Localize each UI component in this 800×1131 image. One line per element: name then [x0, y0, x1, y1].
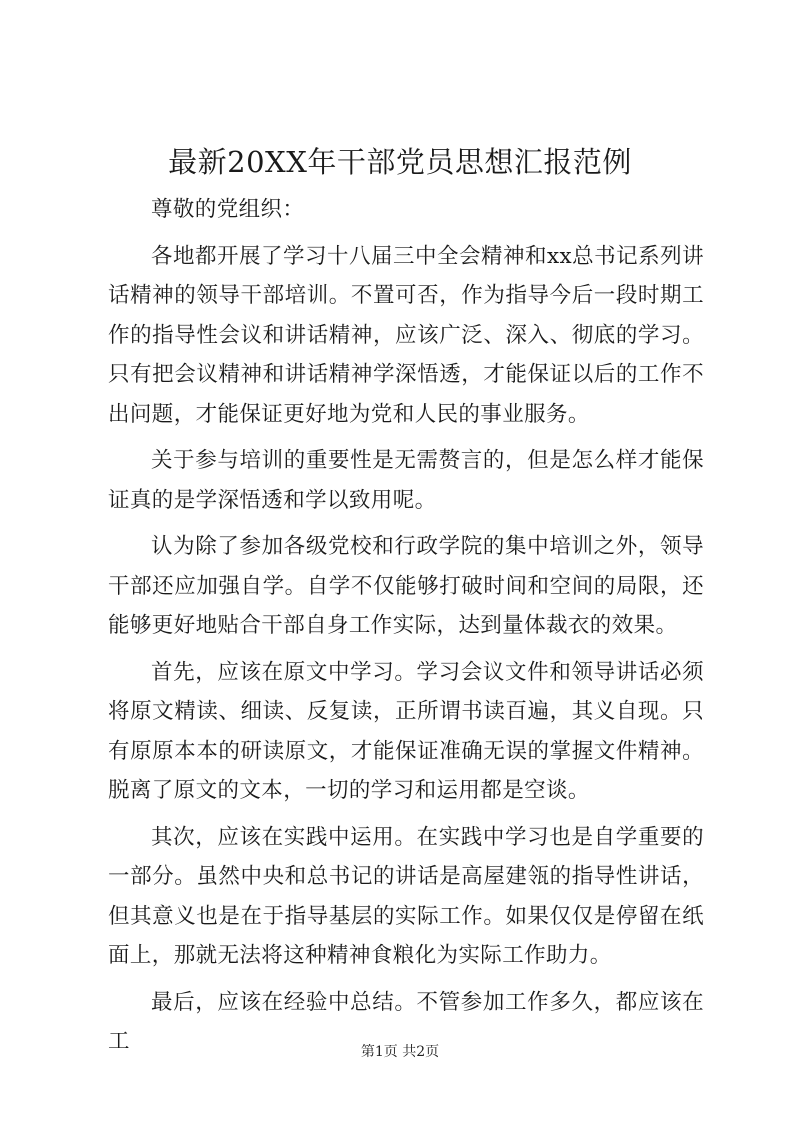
document-body	[108, 190, 704, 1069]
paragraph: 首先，应该在原文中学习。学习会议文件和领导讲话必须将原文精读、细读、反复读，正所谓书读百遍，其义自现。只有原原本本的研读原文，才能保证准确无误的掌握文件精神。脱离了原文的文本，一切的学习和运用都是空谈。	[108, 659, 704, 803]
paragraph: 最后，应该在经验中总结。不管参加工作多久，都应该在工	[108, 989, 704, 1054]
document-title: 最新20XX年干部党员思想汇报范例	[168, 145, 632, 179]
paragraph: 各地都开展了学习十八届三中全会精神和xx总书记系列讲话精神的领导干部培训。不置可否，作为指导今后一段时期工作的指导性会议和讲话精神，应该广泛、深入、彻底的学习。只有把会议精神和讲话精神学深悟透，才能保证以后的工作不出问题，才能保证更好地为党和人民的事业服务。	[108, 243, 704, 427]
paragraph: 其次，应该在实践中运用。在实践中学习也是自学重要的一部分。虽然中央和总书记的讲话是高屋建瓴的指导性讲话，但其意义也是在于指导基层的实际工作。如果仅仅是停留在纸面上，那就无法将这种精神食粮化为实际工作助力。	[108, 824, 704, 968]
paragraph: 认为除了参加各级党校和行政学院的集中培训之外，领导干部还应加强自学。自学不仅能够打破时间和空间的局限，还能够更好地贴合干部自身工作实际，达到量体裁衣的效果。	[108, 534, 704, 638]
paragraph: 关于参与培训的重要性是无需赘言的，但是怎么样才能保证真的是学深悟透和学以致用呢。	[108, 448, 704, 513]
salutation: 尊敬的党组织：	[151, 197, 305, 222]
page-number-footer: 第1页 共2页	[360, 1044, 440, 1060]
